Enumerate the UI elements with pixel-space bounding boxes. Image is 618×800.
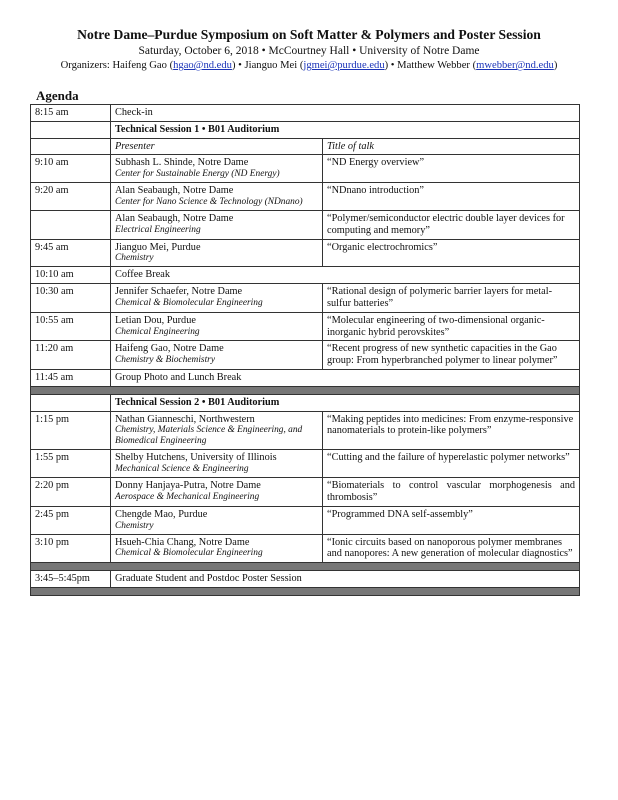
talk-title-cell: “Organic electrochromics” [323,239,580,267]
presenter-affiliation: Electrical Engineering [115,224,201,235]
presenter-cell [111,239,323,267]
table-row [31,534,580,563]
time-cell [31,210,111,239]
column-header-row [31,138,580,155]
session-separator [31,386,580,394]
time-cell: 1:55 pm [31,450,111,478]
time-cell: 3:45–5:45pm [31,571,111,588]
presenter-name: Chengde Mao, Purdue [115,508,208,520]
talk-title-cell: “Cutting and the failure of hyperelastic polymer networks” [323,450,580,478]
presenter-cell [111,534,323,563]
presenter-cell [111,155,323,183]
agenda-item: Graduate Student and Postdoc Poster Session [111,571,580,588]
presenter-affiliation: Chemical & Biomolecular Engineering [115,297,263,308]
presenter-name: Hsueh-Chia Chang, Notre Dame [115,536,250,548]
presenter-name: Subhash L. Shinde, Notre Dame [115,157,249,169]
page-title: Notre Dame–Purdue Symposium on Soft Matter & Polymers and Poster Session [77,27,541,42]
agenda-item: Check-in [111,105,580,122]
presenter-cell [111,183,323,211]
presenter-affiliation: Chemistry, Materials Science & Engineering, and Biomedical Engineering [115,425,303,447]
talk-title-cell: “Polymer/semiconductor electric double layer devices for computing and memory” [323,210,580,239]
organizers-label: Organizers: Haifeng Gao ( [60,60,174,71]
talk-title-cell: “Recent progress of new synthetic capacities in the Gao group: From hyperbranched polymer to linear polymer” [323,341,580,370]
separator-bar [31,386,580,394]
email-link-mwebber[interactable]: mwebber@nd.edu [476,60,554,71]
document-header [0,27,618,72]
talk-title-cell: “Biomaterials to control vascular morphogenesis and thrombosis” [323,478,580,507]
table-row [31,571,580,588]
presenter-column-header: Presenter [111,138,323,155]
organizers-end: ) [553,60,558,71]
organizers-sep: ) • Jianguo Mei ( [231,60,304,71]
organizers-sep: ) • Matthew Webber ( [384,60,477,71]
time-cell [31,121,111,138]
presenter-affiliation: Aerospace & Mechanical Engineering [115,491,260,502]
talk-title-cell: “Ionic circuits based on nanoporous polymer membranes and nanopores: A new generation of molecular diagnostics” [323,534,580,563]
talk-title-cell: “Rational design of polymeric barrier layers for metal-sulfur batteries” [323,284,580,313]
time-cell: 9:45 am [31,239,111,267]
session-header-row [31,121,580,138]
presenter-cell [111,411,323,450]
time-cell: 8:15 am [31,105,111,122]
session-separator [31,563,580,571]
time-cell: 10:55 am [31,312,111,341]
presenter-affiliation: Chemistry [115,253,154,264]
presenter-cell [111,210,323,239]
presenter-affiliation: Mechanical Science & Engineering [115,464,249,475]
table-row [31,210,580,239]
table-row [31,155,580,183]
time-cell: 11:20 am [31,341,111,370]
presenter-cell [111,450,323,478]
agenda-item: Group Photo and Lunch Break [111,369,580,386]
presenter-name: Nathan Gianneschi, Northwestern [115,413,255,425]
event-date-location: Saturday, October 6, 2018 • McCourtney Hall • University of Notre Dame [138,45,480,57]
presenter-name: Jianguo Mei, Purdue [115,241,201,253]
session-header-row [31,394,580,411]
time-cell: 9:20 am [31,183,111,211]
email-link-jgmei[interactable]: jgmei@purdue.edu [303,60,385,71]
table-row [31,239,580,267]
time-cell [31,394,111,411]
table-row [31,267,580,284]
session-2-label: Technical Session 2 • B01 Auditorium [111,394,580,411]
table-row [31,341,580,370]
time-cell: 10:10 am [31,267,111,284]
time-cell: 1:15 pm [31,411,111,450]
time-cell: 3:10 pm [31,534,111,563]
presenter-name: Shelby Hutchens, University of Illinois [115,452,277,464]
email-link-hgao[interactable]: hgao@nd.edu [173,60,232,71]
table-row [31,105,580,122]
presenter-name: Haifeng Gao, Notre Dame [115,343,224,355]
table-row [31,478,580,507]
presenter-cell [111,341,323,370]
table-row [31,284,580,313]
separator-bar [31,587,580,595]
table-row [31,183,580,211]
presenter-cell [111,284,323,313]
presenter-affiliation: Chemical Engineering [115,326,200,337]
time-cell: 2:45 pm [31,506,111,534]
session-1-label: Technical Session 1 • B01 Auditorium [111,121,580,138]
agenda-item: Coffee Break [111,267,580,284]
separator-bar [31,563,580,571]
talk-title-cell: “ND Energy overview” [323,155,580,183]
presenter-cell [111,506,323,534]
session-separator [31,587,580,595]
talk-title-cell: “NDnano introduction” [323,183,580,211]
presenter-affiliation: Chemistry [115,520,154,531]
presenter-name: Donny Hanjaya-Putra, Notre Dame [115,480,261,492]
presenter-affiliation: Chemistry & Biochemistry [115,355,215,366]
time-cell: 9:10 am [31,155,111,183]
time-cell [31,138,111,155]
presenter-cell [111,312,323,341]
time-cell: 11:45 am [31,369,111,386]
talk-title-cell: “Making peptides into medicines: From enzyme-responsive nanomaterials to protein-like polymers” [323,411,580,450]
presenter-affiliation: Center for Sustainable Energy (ND Energy) [115,169,280,180]
table-row [31,411,580,450]
table-row [31,450,580,478]
agenda-heading: Agenda [36,88,79,103]
table-row [31,312,580,341]
presenter-name: Alan Seabaugh, Notre Dame [115,185,234,197]
talk-title-cell: “Molecular engineering of two-dimensional organic-inorganic hybrid perovskites” [323,312,580,341]
presenter-cell [111,478,323,507]
table-row [31,369,580,386]
talk-title-cell: “Programmed DNA self-assembly” [323,506,580,534]
agenda-table [30,104,580,596]
time-cell: 10:30 am [31,284,111,313]
presenter-name: Jennifer Schaefer, Notre Dame [115,286,243,298]
table-row [31,506,580,534]
organizers-line [0,59,618,72]
presenter-affiliation: Chemical & Biomolecular Engineering [115,548,263,559]
time-cell: 2:20 pm [31,478,111,507]
presenter-name: Alan Seabaugh, Notre Dame [115,212,234,224]
presenter-name: Letian Dou, Purdue [115,314,196,326]
title-column-header: Title of talk [323,138,580,155]
presenter-affiliation: Center for Nano Science & Technology (NDnano) [115,196,303,207]
